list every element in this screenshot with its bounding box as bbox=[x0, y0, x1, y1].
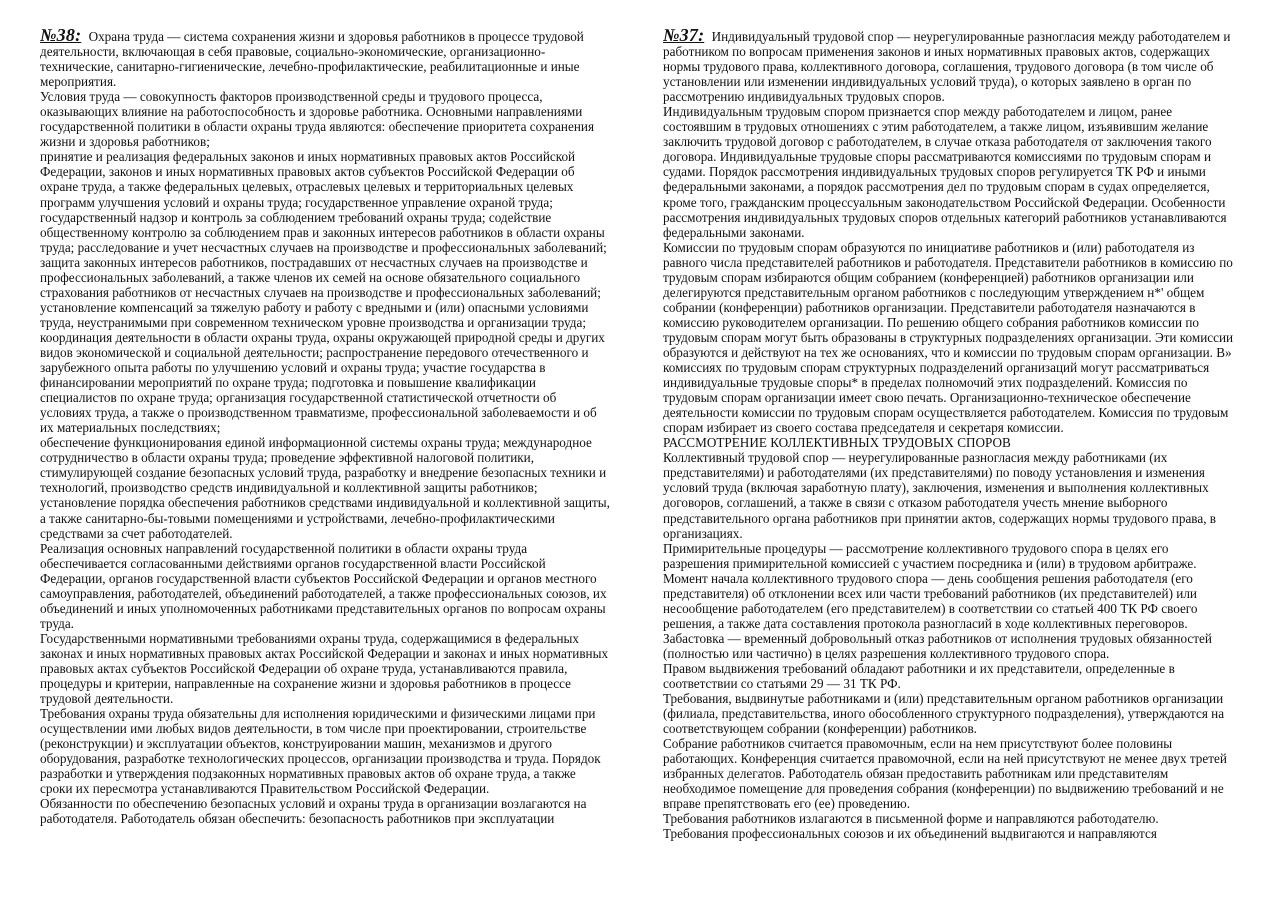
document-page bbox=[0, 28, 1280, 888]
paragraph: Обязанности по обеспечению безопасных условий и охраны труда в организации возлагаются на работодателя. Работодатель обязан обеспечить: безопасность работников при эксплуатации bbox=[40, 796, 587, 827]
paragraph: Реализация основных направлений государственной политики в области охраны труда обеспечивается согласованными действиями органов государственной власти Российской Федерации, органов государственной власти субъектов Российской Федерации и органов местного самоуправления, работодателей, объединений работодателей, а также профессиональных союзов, их объединений и иных уполномоченных работниками представительных органов по вопросам охраны труда. bbox=[40, 540, 607, 631]
paragraph: Требования, выдвинутые работниками и (или) представительным органом работников организации (филиала, представительства, иного обособленного структурного подразделения), утверждаются на соответствующем собрании (конференции) работников. bbox=[663, 691, 1225, 737]
paragraph: Момент начала коллективного трудового спора — день сообщения решения работодателя (его представителя) об отклонении всех или части требований работников (их представителей) или несообщение работодателем (его представителем) в соответствии со статьей 400 ТК РФ своего решения, а также дата составления протокола разногласий в ходе коллективных переговоров. bbox=[663, 570, 1198, 631]
paragraph: Условия труда — совокупность факторов производственной среды и трудового процесса, оказывающих влияние на работоспособность и здоровье работника. Основными направлениями государственной политики в области охраны труда являются: обеспечение приоритета сохранения жизни и здоровья работников; bbox=[40, 89, 595, 150]
paragraph: Требования работников излагаются в письменной форме и направляются работодателю. bbox=[663, 811, 1159, 827]
paragraph-text: Индивидуальный трудовой спор — неурегулированные разногласия между работодателем и работником по вопросам применения законов и иных нормативных правовых актов, содержащих нормы трудового права, коллективного договора, соглашения, трудового договора (в том числе об установлении или изменении индивидуальных условий труда), о которых заявлено в орган по рассмотрению индивидуальных трудовых споров. bbox=[663, 29, 1231, 105]
question-number: №38: bbox=[40, 28, 82, 45]
left-column bbox=[40, 28, 610, 878]
paragraph: Государственными нормативными требованиями охраны труда, содержащимися в федеральных законах и иных нормативных правовых актах Российской Федерации и законах и иных нормативных правовых актах субъектов Российской Федерации об охране труда, устанавливаются правила, процедуры и критерии, направленные на сохранение жизни и здоровья работников в процессе трудовой деятельности. bbox=[40, 630, 609, 707]
question-number: №37: bbox=[663, 28, 705, 45]
paragraph: принятие и реализация федеральных законов и иных нормативных правовых актов Российской Федерации, законов и иных нормативных правовых актов субъектов Российской Федерации об охране труда, а также федеральных целевых, отраслевых целевых и территориальных целевых программ улучшения условий и охраны труда; государственное управление охраной труда; государственный надзор и контроль за соблюдением требований охраны труда; содействие общественному контролю за соблюдением прав и законных интересов работников в области охраны труда; расследование и учет несчастных случаев на производстве и профессиональных заболеваний; защита законных интересов работников, пострадавших от несчастных случаев на производстве и профессиональных заболеваний, а также членов их семей на основе обязательного социального страхования работников от несчастных случаев на производстве и профессиональных заболеваний; установление компенсаций за тяжелую работу и работу с вредными и (или) опасными условиями труда, неустранимыми при современном техническом уровне производства и организации труда; координация деятельности в области охраны труда, охраны окружающей природной среды и других видов экономической и социальной деятельности; распространение передового отечественного и зарубежного опыта работы по улучшению условий и охраны труда; участие государства в финансировании мероприятий по охране труда; подготовка и повышение квалификации специалистов по охране труда; организация государственной статистической отчетности об условиях труда, а также о производственном травматизме, профессиональной заболеваемости и об их материальных последствиях; bbox=[40, 149, 607, 436]
paragraph bbox=[663, 28, 1235, 104]
paragraph: Собрание работников считается правомочным, если на нем присутствуют более половины работающих. Конференция считается правомочной, если на ней присутствуют не менее двух третей избранных делегатов. Работодатель обязан предоставить работникам или представителям необходимое помещение для проведения собрания (конференции) по выдвижению требований и не вправе препятствовать его (ее) проведению. bbox=[663, 736, 1227, 812]
paragraph: Требования охраны труда обязательны для исполнения юридическими и физическими лицами при осуществлении ими любых видов деятельности, в том числе при проектировании, строительстве (реконструкции) и эксплуатации объектов, конструировании машин, механизмов и другого оборудования, разработке технологических процессов, организации производства и труда. Порядок разработки и утверждения подзаконных нормативных правовых актов об охране труда, а также сроки их пересмотра устанавливаются Правительством Российской Федерации. bbox=[40, 706, 601, 797]
paragraph: Правом выдвижения требований обладают работники и их представители, определенные в соответствии со статьями 29 — 31 ТК РФ. bbox=[663, 660, 1175, 692]
paragraph: Забастовка — временный добровольный отказ работников от исполнения трудовых обязанностей (полностью или частично) в целях разрешения коллективного трудового спора. bbox=[663, 630, 1212, 661]
section-heading: РАССМОТРЕНИЕ КОЛЛЕКТИВНЫХ ТРУДОВЫХ СПОРОВ bbox=[663, 435, 1011, 451]
paragraph-text: Охрана труда — система сохранения жизни и здоровья работников в процессе трудовой деятельности, включающая в себя правовые, социально-экономические, организационно-технические, санитарно-гигиенические, лечебно-профилактические, реабилитационные и иные мероприятия. bbox=[40, 29, 584, 90]
paragraph: обеспечение функционирования единой информационной системы охраны труда; международное сотрудничество в области охраны труда; проведение эффективной налоговой политики, стимулирующей создание безопасных условий труда, разработку и внедрение безопасных техники и технологий, производство средств индивидуальной и коллективной защиты работников; установление порядка обеспечения работников средствами индивидуальной и коллективной защиты, а также санитарно-бы-товыми помещениями и устройствами, лечебно-профилактическими средствами за счет работодателей. bbox=[40, 435, 610, 541]
paragraph: Индивидуальным трудовым спором признается спор между работодателем и лицом, ранее состоявшим в трудовых отношениях с этим работодателем, а также лицом, изъявившим желание заключить трудовой договор с работодателем, в случае отказа работодателя от заключения такого договора. Индивидуальные трудовые споры рассматриваются комиссиями по трудовым спорам и судами. Порядок рассмотрения индивидуальных трудовых споров регулируется ТК РФ и иными федеральными законами, а порядок рассмотрения дел по трудовым спорам в судах определяется, кроме того, гражданским процессуальным законодательством Российской Федерации. Особенности рассмотрения индивидуальных трудовых споров отдельных категорий работников устанавливаются федеральными законами. bbox=[663, 104, 1227, 240]
paragraph: Коллективный трудовой спор — неурегулированные разногласия между работниками (их представителями) и работодателями (их представителями) по поводу установления и изменения условий труда (включая заработную плату), заключения, изменения и выполнения коллективных договоров, соглашений, а также в связи с отказом работодателя учесть мнение выборного представительного органа работников при принятии актов, содержащих нормы трудового права, в организациях. bbox=[663, 450, 1217, 541]
right-column bbox=[663, 28, 1235, 878]
paragraph: Требования профессиональных союзов и их объединений выдвигаются и направляются bbox=[663, 826, 1157, 842]
paragraph: Комиссии по трудовым спорам образуются по инициативе работников и (или) работодателя из равного числа представителей работников и работодателя. Представители работников в комиссию по трудовым спорам избираются общим собранием (конференцией) работников организации или делегируются представительным органом работников с последующим утверждением н*' общем собрании (конференции) работников организации. Представители работодателя назначаются в комиссию руководителем организации. По решению общего собрания работников комиссии по трудовым спорам могут быть образованы в структурных подразделениях организации. Эти комиссии образуются и действуют на тех же основаниях, что и комиссии по трудовым спорам организации. В» комиссиях по трудовым спорам структурных подразделений организаций могут рассматриваться индивидуальные трудовые споры* в пределах полномочий этих подразделений. Комиссия по трудовым спорам организации имеет свою печать. Организационно-техническое обеспечение деятельности комиссии по трудовым спорам осуществляется работодателем. Комиссия по трудовым спорам избирает из своего состава председателя и секретаря комиссии. bbox=[663, 239, 1234, 436]
paragraph bbox=[40, 28, 610, 89]
paragraph: Примирительные процедуры — рассмотрение коллективного трудового спора в целях его разрешения примирительной комиссией с участием посредника и (или) в трудовом арбитраже. bbox=[663, 540, 1197, 571]
